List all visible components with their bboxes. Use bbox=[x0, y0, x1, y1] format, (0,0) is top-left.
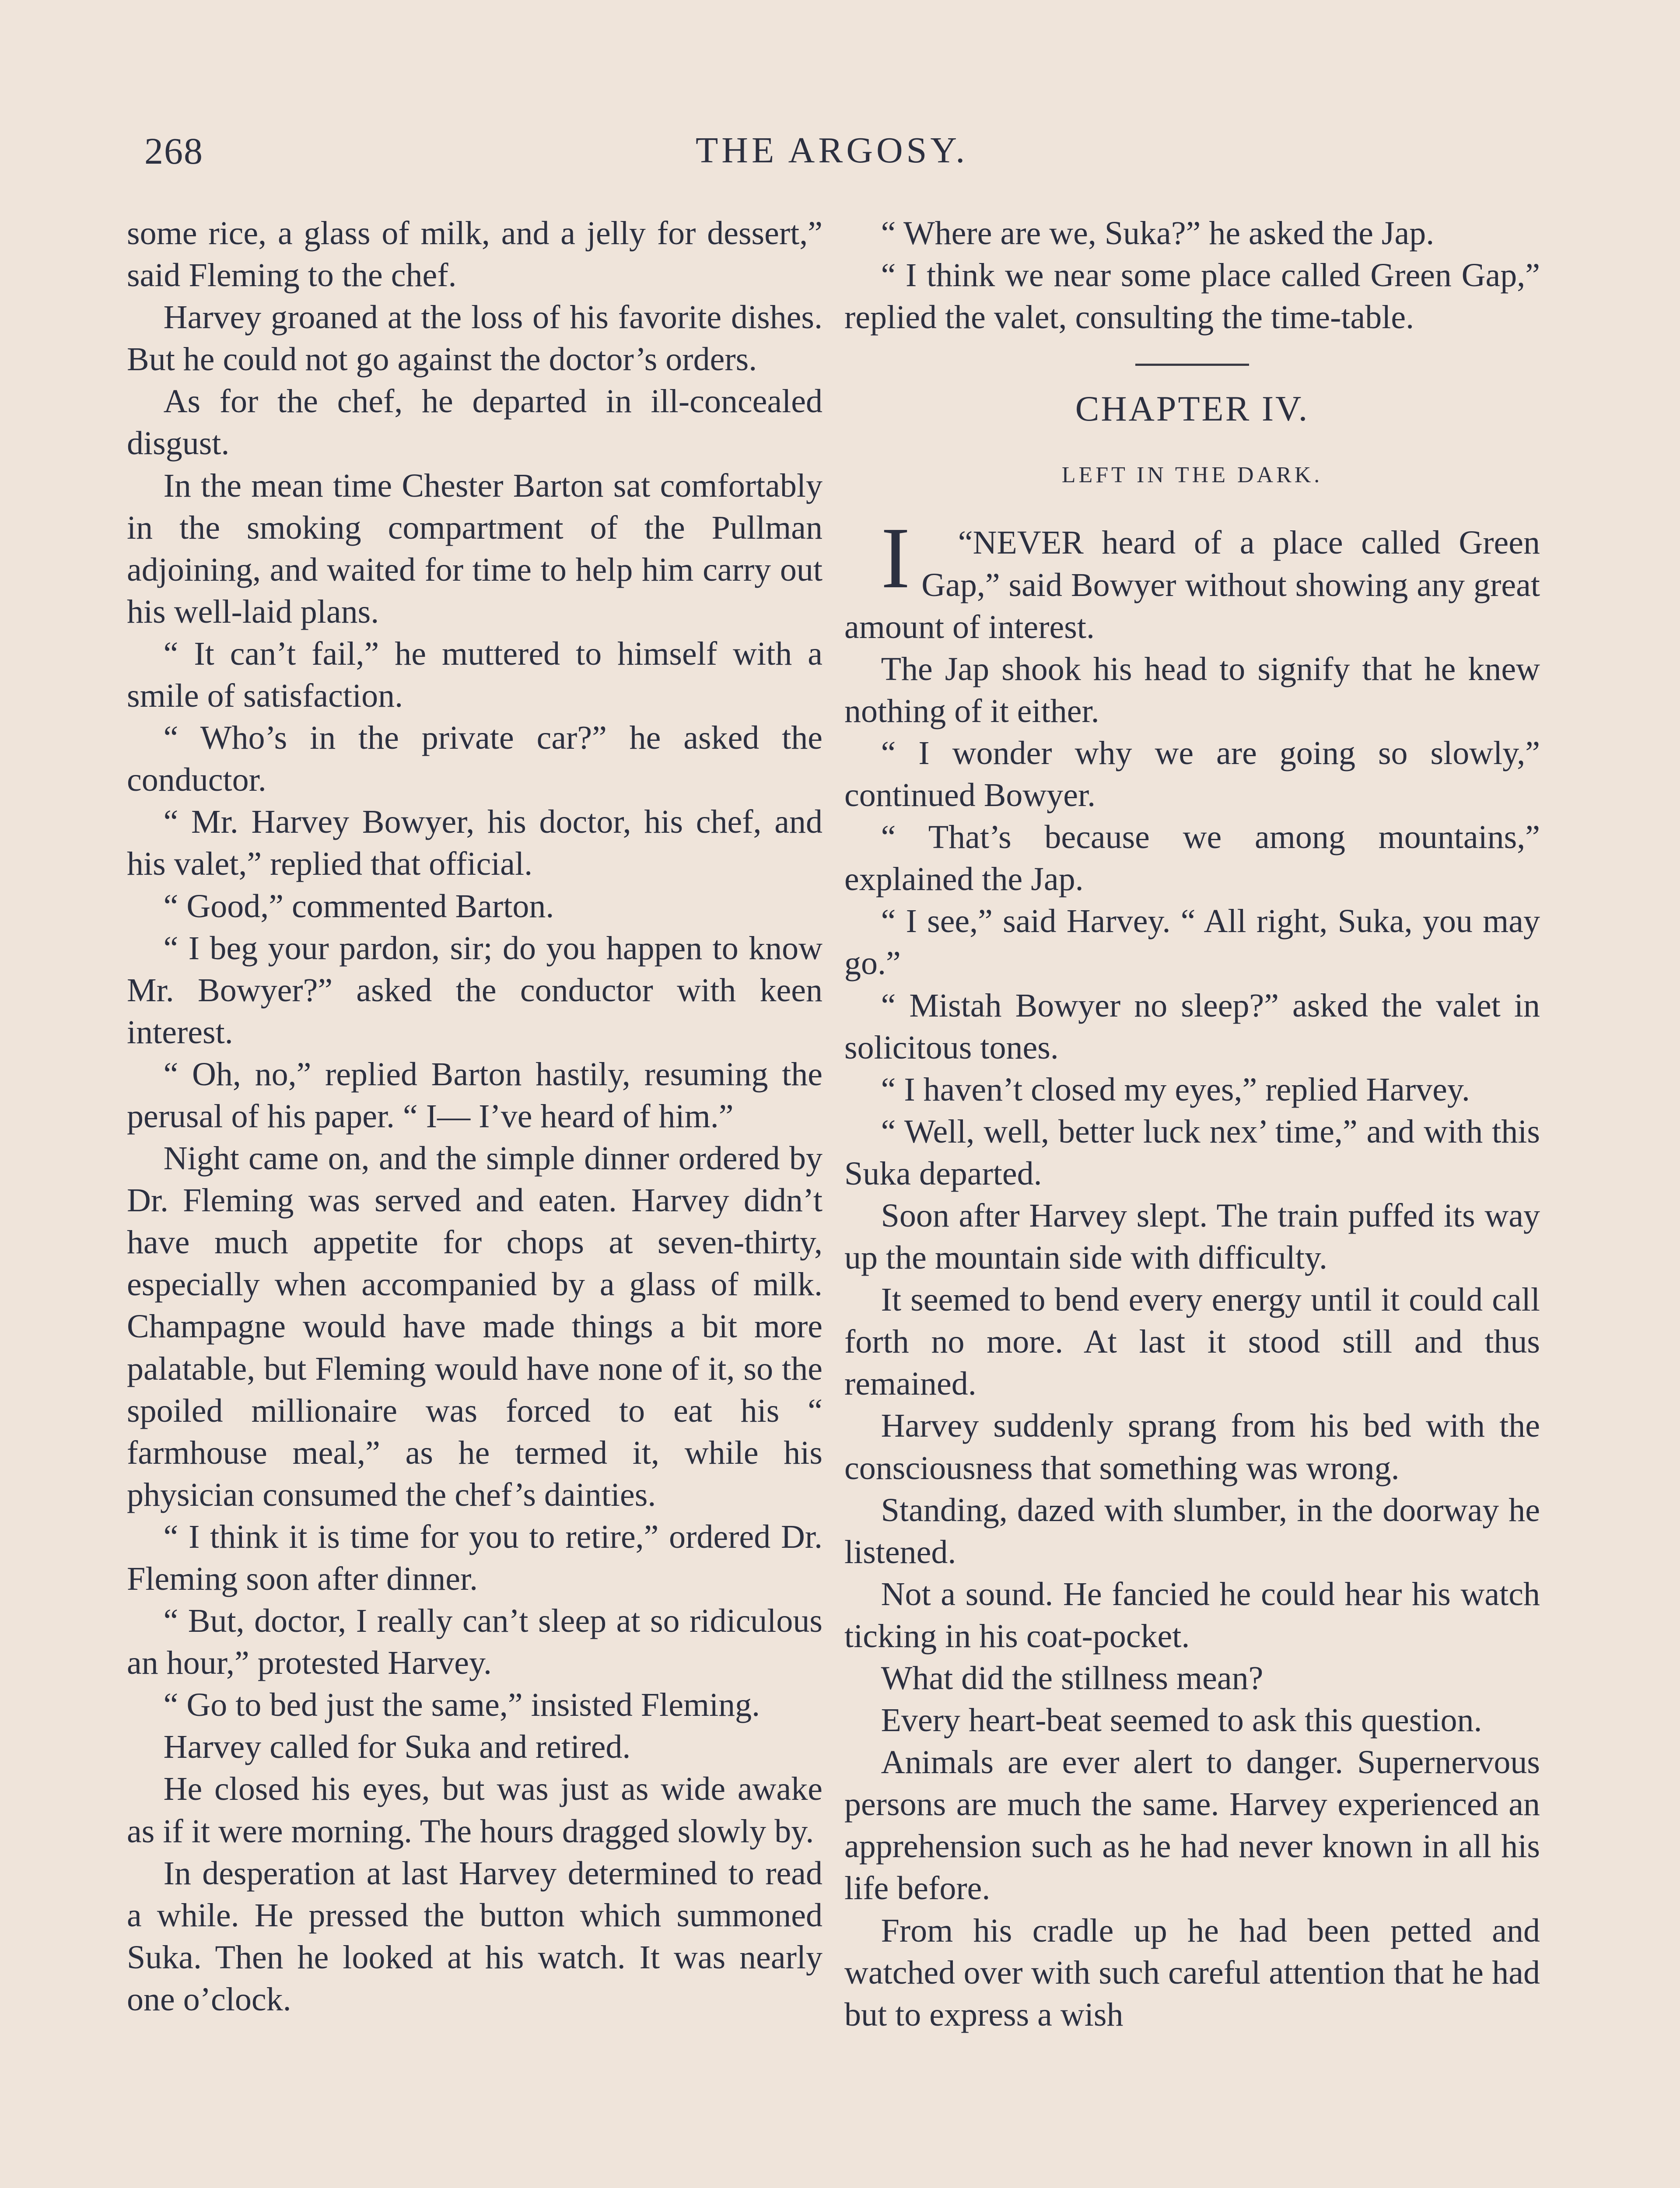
paragraph: What did the stillness mean? bbox=[881, 1660, 1264, 1697]
paragraph: Every heart-beat seemed to ask this question. bbox=[881, 1702, 1482, 1739]
paragraph: “ It can’t fail,” he muttered to himself with a smile of satisfaction. bbox=[127, 635, 822, 715]
paragraph: Animals are ever alert to danger. Supernervous persons are much the same. Harvey experienced an apprehension such as he had never known in all his life before. bbox=[844, 1744, 1540, 1907]
paragraph: “ I think we near some place called Green Gap,” replied the valet, consulting the time-table. bbox=[844, 257, 1540, 336]
drop-cap: I bbox=[881, 510, 910, 607]
paragraph: “ I see,” said Harvey. “ All right, Suka, you may go.” bbox=[844, 903, 1540, 982]
paragraph: “ Mr. Harvey Bowyer, his doctor, his chef, and his valet,” replied that official. bbox=[127, 803, 822, 883]
paragraph: “ Who’s in the private car?” he asked the conductor. bbox=[127, 719, 822, 799]
paragraph: Night came on, and the simple dinner ordered by Dr. Fleming was served and eaten. Harvey didn’t have much appetite for chops at seven-thirty, especially when accompanied by a glass of milk. Champagne would have made things a bit more palatable, but Fleming would have none of it, so the spoiled millionaire was forced to eat his “ farmhouse meal,” as he termed it, while his physician consumed the chef’s dainties. bbox=[127, 1140, 822, 1513]
paragraph: “ Go to bed just the same,” insisted Fleming. bbox=[163, 1687, 760, 1724]
section-divider bbox=[1135, 364, 1249, 366]
paragraph: “ I haven’t closed my eyes,” replied Harvey. bbox=[881, 1071, 1470, 1108]
paragraph: “ Well, well, better luck nex’ time,” and with this Suka departed. bbox=[844, 1113, 1540, 1192]
paragraph: “ I think it is time for you to retire,” ordered Dr. Fleming soon after dinner. bbox=[127, 1518, 822, 1597]
chapter-title: CHAPTER IV. bbox=[1075, 389, 1309, 429]
paragraph: “ Where are we, Suka?” he asked the Jap. bbox=[881, 215, 1435, 252]
paragraph: He closed his eyes, but was just as wide awake as if it were morning. The hours dragged slowly by. bbox=[127, 1771, 822, 1850]
paragraph: The Jap shook his head to signify that he knew nothing of it either. bbox=[844, 650, 1540, 729]
paragraph: Harvey called for Suka and retired. bbox=[163, 1729, 631, 1766]
chapter-opening-paragraph bbox=[844, 510, 1540, 648]
chapter-subtitle: LEFT IN THE DARK. bbox=[1061, 463, 1323, 488]
paragraph: “ Good,” commented Barton. bbox=[163, 887, 554, 925]
paragraph: “ But, doctor, I really can’t sleep at so ridiculous an hour,” protested Harvey. bbox=[127, 1602, 822, 1682]
paragraph: As for the chef, he departed in ill-concealed disgust. bbox=[127, 383, 822, 462]
paragraph: Harvey suddenly sprang from his bed with the consciousness that something was wrong. bbox=[844, 1407, 1540, 1487]
paragraph: “ Mistah Bowyer no sleep?” asked the valet in solicitous tones. bbox=[844, 987, 1540, 1066]
paragraph: Not a sound. He fancied he could hear his watch ticking in his coat-pocket. bbox=[844, 1575, 1540, 1655]
paragraph: Harvey groaned at the loss of his favorite dishes. But he could not go against the doctor’s orders. bbox=[127, 299, 822, 378]
page-header bbox=[0, 129, 1680, 182]
paragraph: some rice, a glass of milk, and a jelly for dessert,” said Fleming to the chef. bbox=[127, 215, 822, 294]
left-column bbox=[127, 212, 822, 2020]
paragraph: In desperation at last Harvey determined to read a while. He pressed the button which summoned Suka. Then he looked at his watch. It was nearly one o’clock. bbox=[127, 1855, 822, 2018]
paragraph: “ I beg your pardon, sir; do you happen to know Mr. Bowyer?” asked the conductor with keen interest. bbox=[127, 929, 822, 1051]
opening-text: NEVER heard of a place called Green Gap,” said Bowyer without showing any great amount of interest. bbox=[844, 524, 1540, 645]
paragraph: “ That’s because we among mountains,” explained the Jap. bbox=[844, 819, 1540, 898]
paragraph: From his cradle up he had been petted and watched over with such careful attention that he had but to express a wish bbox=[844, 1912, 1540, 2033]
paragraph: “ I wonder why we are going so slowly,” continued Bowyer. bbox=[844, 734, 1540, 814]
paragraph: “ Oh, no,” replied Barton hastily, resuming the perusal of his paper. “ I— I’ve heard of him.” bbox=[127, 1055, 822, 1135]
right-column bbox=[844, 212, 1540, 2036]
opening-quote: “ bbox=[958, 524, 973, 561]
paragraph: Soon after Harvey slept. The train puffed its way up the mountain side with difficulty. bbox=[844, 1197, 1540, 1276]
paragraph: It seemed to bend every energy until it could call forth no more. At last it stood still and thus remained. bbox=[844, 1281, 1540, 1403]
paragraph: In the mean time Chester Barton sat comfortably in the smoking compartment of the Pullman adjoining, and waited for time to help him carry out his well-laid plans. bbox=[127, 467, 822, 630]
page-number: 268 bbox=[144, 130, 203, 172]
running-title: THE ARGOSY. bbox=[696, 130, 969, 171]
paragraph: Standing, dazed with slumber, in the doorway he listened. bbox=[844, 1491, 1540, 1571]
